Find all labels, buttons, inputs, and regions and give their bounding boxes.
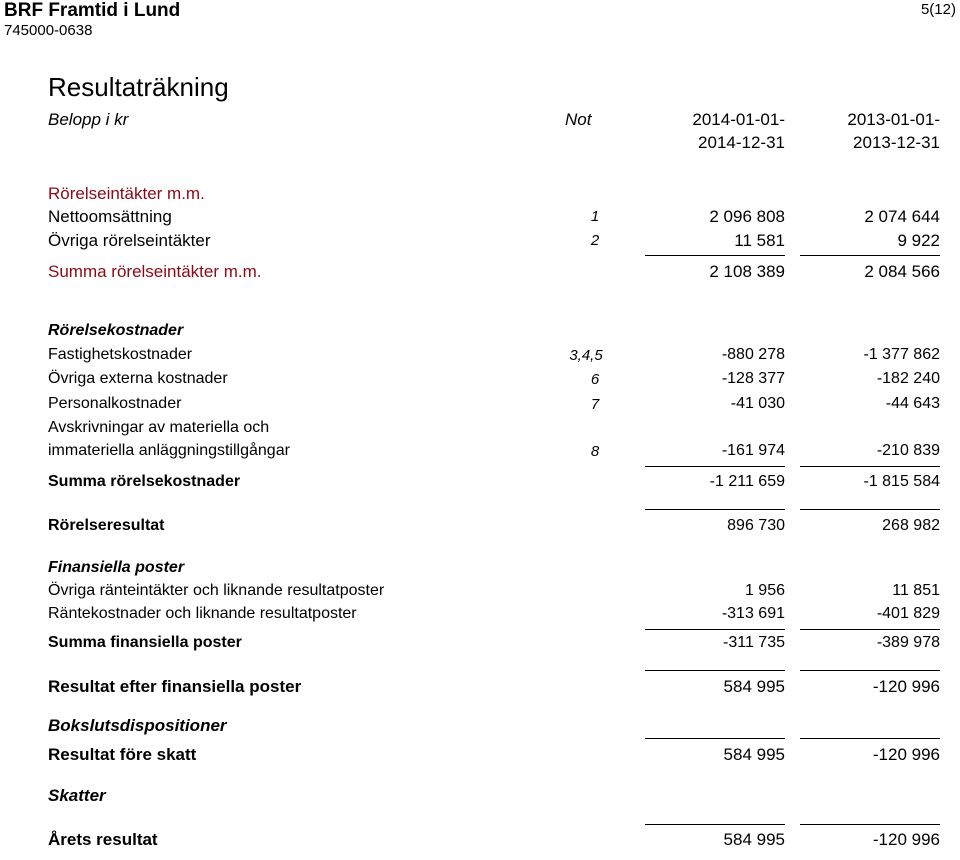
- row-cur-external-costs: -128 377: [721, 370, 785, 387]
- section-heading-appropriations: Bokslutsdispositioner: [48, 716, 227, 735]
- prev-net-result-year: -120 996: [872, 830, 940, 849]
- sum-cur-operating-income: 2 108 389: [709, 262, 785, 281]
- row-prev-interest-income: 11 851: [892, 582, 940, 599]
- current-period-end: 2014-12-31: [698, 133, 785, 152]
- row-label-personnel-costs: Personalkostnader: [48, 395, 182, 412]
- sum-line-prev-before-tax: [800, 738, 940, 739]
- row-note-depreciation: 8: [590, 443, 600, 460]
- cur-result-before-tax: 584 995: [723, 745, 785, 764]
- row-prev-external-costs: -182 240: [876, 370, 940, 387]
- row-prev-depreciation: -210 839: [876, 442, 940, 459]
- section-heading-operating-expenses: Rörelsekostnader: [48, 322, 184, 339]
- row-cur-personnel-costs: -41 030: [730, 395, 785, 412]
- amount-label-header: Belopp i kr: [48, 110, 129, 129]
- row-cur-property-costs: -880 278: [721, 346, 785, 363]
- row-note-personnel-costs: 7: [590, 396, 600, 413]
- row-label-depreciation-line1: Avskrivningar av materiella och: [48, 419, 270, 436]
- label-result-after-financial: Resultat efter finansiella poster: [48, 677, 302, 696]
- label-operating-result: Rörelseresultat: [48, 517, 165, 534]
- section-heading-taxes: Skatter: [48, 786, 106, 805]
- row-note-other-income: 2: [590, 232, 600, 249]
- row-label-property-costs: Fastighetskostnader: [48, 346, 193, 363]
- sum-line-prev-financial: [800, 629, 940, 630]
- sum-line-prev-income: [800, 255, 940, 256]
- sum-line-cur-expenses: [645, 466, 785, 467]
- row-note-external-costs: 6: [590, 371, 600, 388]
- cur-result-after-financial: 584 995: [723, 677, 785, 696]
- label-net-result-year: Årets resultat: [48, 830, 158, 849]
- row-note-net-sales: 1: [590, 208, 600, 225]
- sum-label-financial-items: Summa finansiella poster: [48, 634, 242, 651]
- prior-period-start: 2013-01-01-: [847, 110, 940, 129]
- sum-line-prev-expenses: [800, 466, 940, 467]
- sum-cur-financial-items: -311 735: [723, 634, 785, 651]
- page-title: Resultaträkning: [48, 72, 229, 102]
- note-column-header: Not: [565, 110, 592, 129]
- sum-line-cur-financial: [645, 629, 785, 630]
- sum-prev-operating-income: 2 084 566: [864, 262, 940, 281]
- sum-line-cur-opresult: [645, 509, 785, 510]
- sum-prev-financial-items: -389 978: [876, 634, 940, 651]
- row-label-interest-income: Övriga ränteintäkter och liknande resultatposter: [48, 582, 385, 599]
- sum-label-operating-expenses: Summa rörelsekostnader: [48, 473, 241, 490]
- row-prev-interest-expense: -401 829: [876, 605, 940, 622]
- row-cur-interest-expense: -313 691: [721, 605, 785, 622]
- row-cur-depreciation: -161 974: [721, 442, 785, 459]
- sum-cur-operating-expenses: -1 211 659: [709, 473, 785, 490]
- sum-line-cur-after-fin: [645, 670, 785, 671]
- company-name: BRF Framtid i Lund: [4, 0, 181, 21]
- sum-line-prev-after-fin: [800, 670, 940, 671]
- sum-line-cur-income: [645, 255, 785, 256]
- current-period-start: 2014-01-01-: [692, 110, 785, 129]
- prev-operating-result: 268 982: [882, 517, 940, 534]
- section-heading-operating-income: Rörelseintäkter m.m.: [48, 184, 205, 203]
- row-cur-interest-income: 1 956: [744, 582, 785, 599]
- sum-line-cur-before-tax: [645, 738, 785, 739]
- row-prev-net-sales: 2 074 644: [864, 207, 940, 226]
- row-label-other-income: Övriga rörelseintäkter: [48, 231, 211, 250]
- sum-line-prev-opresult: [800, 509, 940, 510]
- row-label-net-sales: Nettoomsättning: [48, 207, 172, 226]
- prev-result-after-financial: -120 996: [872, 677, 940, 696]
- row-label-interest-expense: Räntekostnader och liknande resultatposter: [48, 605, 357, 622]
- section-heading-financial-items: Finansiella poster: [48, 559, 185, 576]
- sum-line-prev-year-result: [800, 824, 940, 825]
- row-prev-personnel-costs: -44 643: [885, 395, 940, 412]
- cur-operating-result: 896 730: [727, 517, 785, 534]
- row-label-external-costs: Övriga externa kostnader: [48, 370, 228, 387]
- row-cur-other-income: 11 581: [734, 231, 785, 250]
- row-prev-other-income: 9 922: [897, 231, 940, 250]
- row-cur-net-sales: 2 096 808: [709, 207, 785, 226]
- org-number: 745000-0638: [4, 22, 93, 39]
- sum-line-cur-year-result: [645, 824, 785, 825]
- prev-result-before-tax: -120 996: [872, 745, 940, 764]
- row-prev-property-costs: -1 377 862: [863, 346, 940, 363]
- label-result-before-tax: Resultat före skatt: [48, 745, 197, 764]
- row-label-depreciation-line2: immateriella anläggningstillgångar: [48, 442, 290, 459]
- row-note-property-costs: 3,4,5: [569, 347, 603, 364]
- sum-label-operating-income: Summa rörelseintäkter m.m.: [48, 262, 262, 281]
- prior-period-end: 2013-12-31: [853, 133, 940, 152]
- cur-net-result-year: 584 995: [723, 830, 785, 849]
- sum-prev-operating-expenses: -1 815 584: [863, 473, 940, 490]
- page-number: 5(12): [920, 1, 956, 18]
